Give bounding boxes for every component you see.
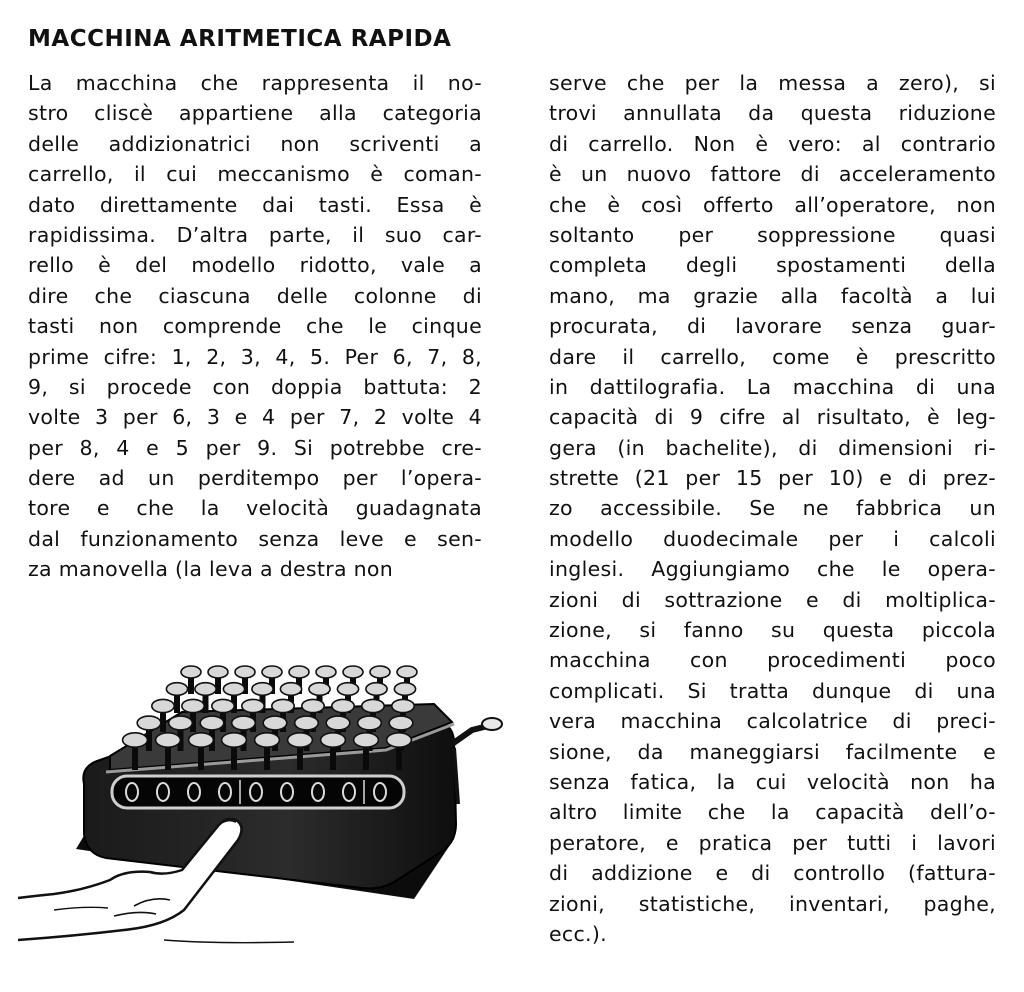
- key-cap: [358, 716, 382, 730]
- key-cap: [222, 733, 247, 747]
- key-cap: [189, 733, 214, 747]
- text-line: ecc.).: [549, 921, 607, 946]
- key-cap: [252, 683, 273, 696]
- text-line: gera (in bachelite), di dimensioni ri-: [549, 435, 996, 460]
- side-lever: [452, 718, 502, 804]
- key-cap: [354, 733, 379, 747]
- key-cap: [397, 666, 417, 678]
- dial-wheel: [374, 783, 386, 801]
- text-line: è un nuovo fattore di acceleramento: [549, 162, 996, 187]
- text-line: macchina con procedimenti poco: [549, 648, 996, 673]
- dial-wheel: [281, 783, 293, 801]
- key-cap: [263, 716, 287, 730]
- key-cap: [332, 699, 354, 712]
- dial-wheel: [126, 783, 138, 801]
- key-cap: [255, 733, 280, 747]
- text-line: volte 3 per 6, 3 e 4 per 7, 2 volte 4: [28, 405, 482, 430]
- text-line: capacità di 9 cifre al risultato, è leg-: [549, 405, 996, 430]
- article-title: MACCHINA ARITMETICA RAPIDA: [28, 26, 452, 52]
- text-line: rello è del modello ridotto, vale a: [28, 253, 482, 278]
- key-cap: [223, 683, 244, 696]
- text-line: 9, si procede con doppia battuta: 2: [28, 374, 482, 399]
- text-line: di addizione e di controllo (fattura-: [549, 861, 996, 886]
- dial-wheel: [343, 783, 355, 801]
- key-cap: [387, 733, 412, 747]
- text-line: zo accessibile. Se ne fabbrica un: [549, 496, 996, 521]
- key-cap: [232, 716, 256, 730]
- text-column-left: [28, 68, 482, 585]
- text-line: vera macchina calcolatrice di preci-: [549, 709, 996, 734]
- key-cap: [302, 699, 324, 712]
- text-line: senza fatica, la cui velocità non ha: [549, 769, 996, 794]
- text-line: dire che ciascuna delle colonne di: [28, 283, 482, 308]
- text-column-right: [549, 68, 996, 949]
- dial-wheel: [188, 783, 200, 801]
- text-line: dare il carrello, come è prescritto: [549, 344, 996, 369]
- key-cap: [362, 699, 384, 712]
- key-cap: [156, 733, 181, 747]
- text-line: za manovella (la leva a destra non: [28, 557, 394, 582]
- text-line: zioni, statistiche, inventari, paghe,: [549, 891, 996, 916]
- key-cap: [262, 666, 282, 678]
- text-line: prime cifre: 1, 2, 3, 4, 5. Per 6, 7, 8,: [28, 344, 482, 369]
- text-line: in dattilografia. La macchina di una: [549, 374, 996, 399]
- text-line: carrello, il cui meccanismo è coman-: [28, 162, 482, 187]
- text-line: stro cliscè appartiene alla categoria: [28, 101, 482, 126]
- text-line: La macchina che rappresenta il no-: [28, 71, 482, 95]
- text-line: di carrello. Non è vero: al contrario: [549, 131, 996, 156]
- key-cap: [392, 699, 414, 712]
- key-cap: [235, 666, 255, 678]
- text-line: delle addizionatrici non scriventi a: [28, 131, 482, 156]
- key-cap: [242, 699, 264, 712]
- key-cap: [295, 716, 319, 730]
- key-cap: [326, 716, 350, 730]
- dial-wheel: [219, 783, 231, 801]
- text-line: soltanto per soppressione quasi: [549, 222, 996, 247]
- text-line: strette (21 per 15 per 10) e di prez-: [549, 466, 996, 491]
- text-line: mano, ma grazie alla facoltà a lui: [549, 283, 996, 308]
- key-cap: [137, 716, 161, 730]
- key-cap: [343, 666, 363, 678]
- text-line: dere ad un perditempo per l’opera-: [28, 466, 482, 491]
- key-cap: [309, 683, 330, 696]
- adding-machine-illustration: [14, 644, 514, 964]
- text-line: rapidissima. D’altra parte, il suo car-: [28, 222, 482, 247]
- key-cap: [370, 666, 390, 678]
- key-cap: [337, 683, 358, 696]
- key-cap: [166, 683, 187, 696]
- text-line: serve che per la messa a zero), si: [549, 71, 996, 95]
- dial-wheel: [157, 783, 169, 801]
- key-cap: [321, 733, 346, 747]
- key-cap: [200, 716, 224, 730]
- key-cap: [389, 716, 413, 730]
- dial-wheel: [312, 783, 324, 801]
- dial-wheel: [250, 783, 262, 801]
- key-cap: [212, 699, 234, 712]
- text-line: altro limite che la capacità dell’o-: [549, 800, 996, 825]
- result-dials: [126, 780, 386, 804]
- text-line: dal funzionamento senza leve e sen-: [28, 526, 482, 551]
- text-line: modello duodecimale per i calcoli: [549, 526, 996, 551]
- key-cap: [123, 733, 148, 747]
- key-cap: [169, 716, 193, 730]
- text-line: peratore, e pratica per tutti i lavori: [549, 830, 996, 855]
- text-line: per 8, 4 e 5 per 9. Si potrebbe cre-: [28, 435, 482, 460]
- text-line: sione, da maneggiarsi facilmente e: [549, 739, 996, 764]
- key-cap: [316, 666, 336, 678]
- key-cap: [272, 699, 294, 712]
- text-line: tore e che la velocità guadagnata: [28, 496, 482, 521]
- key-cap: [181, 666, 201, 678]
- text-line: inglesi. Aggiungiamo che le opera-: [549, 557, 996, 582]
- key-cap: [182, 699, 204, 712]
- key-cap: [152, 699, 174, 712]
- key-cap: [394, 683, 415, 696]
- key-cap: [288, 733, 313, 747]
- text-line: dato direttamente dai tasti. Essa è: [28, 192, 482, 217]
- key-cap: [289, 666, 309, 678]
- key-cap: [208, 666, 228, 678]
- text-line: completa degli spostamenti della: [549, 253, 996, 278]
- key-cap: [366, 683, 387, 696]
- text-line: complicati. Si tratta dunque di una: [549, 678, 996, 703]
- text-line: trovi annullata da questa riduzione: [549, 101, 996, 126]
- text-line: tasti non comprende che le cinque: [28, 314, 482, 339]
- text-line: zione, si fanno su questa piccola: [549, 618, 996, 643]
- text-line: zioni di sottrazione e di moltiplica-: [549, 587, 996, 612]
- text-line: che è così offerto all’operatore, non: [549, 192, 996, 217]
- text-line: procurata, di lavorare senza guar-: [549, 314, 996, 339]
- key-cap: [280, 683, 301, 696]
- key-cap: [195, 683, 216, 696]
